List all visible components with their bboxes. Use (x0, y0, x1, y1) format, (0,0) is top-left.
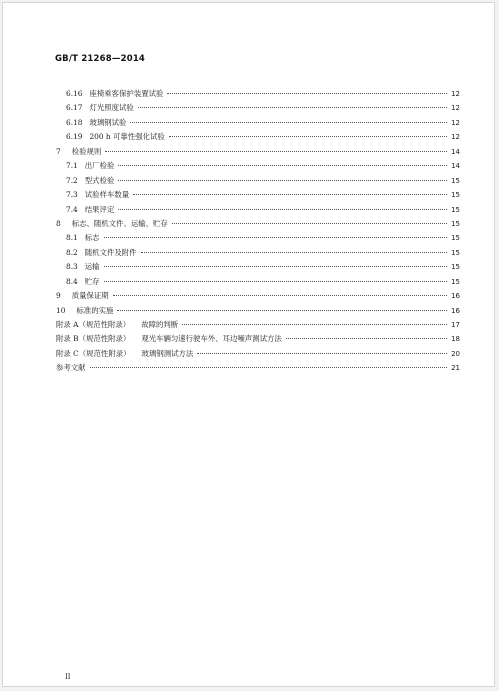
dot-leader (104, 281, 447, 282)
toc-title: 标志 (84, 233, 100, 243)
toc-number: 6.17 (66, 103, 83, 113)
toc-title: 随机文件及附件 (84, 247, 137, 257)
toc-title: 观光车辆匀速行驶车外、耳边噪声测试方法 (141, 334, 282, 344)
toc-number: 8 (56, 218, 61, 228)
toc-title: 出厂检验 (84, 161, 115, 171)
toc-entry[interactable] (56, 159, 460, 173)
toc-entry[interactable] (56, 275, 460, 289)
toc-page: 20 (451, 349, 460, 358)
toc-title: 质量保证期 (71, 291, 109, 301)
dot-leader (182, 324, 447, 325)
toc-number: 7 (56, 146, 61, 156)
toc-page: 15 (451, 277, 460, 286)
toc-entry[interactable] (56, 116, 460, 130)
toc-entry[interactable] (56, 145, 460, 159)
toc-page: 18 (451, 335, 460, 344)
toc-page: 15 (451, 191, 460, 200)
dot-leader (141, 252, 447, 253)
dot-leader (118, 165, 447, 166)
toc-title: 灯光照度试验 (89, 103, 134, 113)
toc-number: 10 (56, 305, 66, 315)
toc-entry[interactable] (56, 217, 460, 231)
toc-number: 7.4 (66, 204, 78, 214)
toc-entry[interactable] (56, 87, 460, 101)
toc-title: 运输 (84, 262, 100, 272)
toc-number: 9 (56, 291, 61, 301)
toc-entry[interactable] (56, 361, 460, 375)
toc-number: 附录 A（规范性附录） (56, 320, 131, 329)
dot-leader (105, 151, 447, 152)
toc-page: 14 (451, 162, 460, 171)
toc-title: 玻璃钢测试方法 (141, 348, 194, 358)
toc-number: 8.1 (66, 233, 78, 243)
toc-entry[interactable] (56, 174, 460, 188)
toc-number: 7.2 (66, 175, 78, 185)
toc-page: 16 (451, 306, 460, 315)
toc-number: 附录 C（规范性附录） (56, 348, 131, 358)
standard-code: GB/T 21268—2014 (55, 54, 146, 64)
dot-leader (104, 237, 447, 238)
dot-leader (104, 266, 447, 267)
toc-entry[interactable] (56, 203, 460, 217)
toc-page: 16 (451, 292, 460, 301)
toc-page: 15 (451, 219, 460, 228)
toc-number: 8.4 (66, 276, 78, 286)
dot-leader (113, 295, 447, 296)
toc-number: 7.3 (66, 190, 78, 200)
toc-number: 8.3 (66, 262, 78, 272)
dot-leader (197, 353, 447, 354)
toc-number: 6.16 (66, 89, 83, 98)
toc-title: 贮存 (84, 276, 100, 286)
toc-title: 参考文献 (56, 363, 86, 373)
toc-page: 15 (451, 176, 460, 185)
toc-title: 标准的实施 (76, 305, 114, 315)
toc-page: 12 (451, 104, 460, 113)
toc-number: 6.19 (66, 132, 83, 142)
toc-number: 7.1 (66, 161, 78, 171)
document-page (2, 2, 495, 687)
toc-page: 17 (451, 321, 460, 329)
toc-entry[interactable] (56, 289, 460, 303)
toc-page: 12 (451, 90, 460, 98)
dot-leader (130, 122, 447, 123)
toc-entry[interactable] (56, 231, 460, 245)
dot-leader (118, 180, 447, 181)
dot-leader (117, 310, 447, 311)
dot-leader (133, 194, 447, 195)
toc-title: 检验规则 (71, 146, 102, 156)
toc-title: 玻璃钢试验 (89, 117, 127, 127)
dot-leader (167, 93, 447, 94)
toc-page: 15 (451, 205, 460, 214)
toc-page: 15 (451, 263, 460, 272)
page-number: II (65, 673, 71, 681)
toc-number: 8.2 (66, 247, 78, 257)
dot-leader (138, 107, 447, 108)
toc-page: 21 (451, 364, 460, 373)
toc-entry[interactable] (56, 332, 460, 346)
dot-leader (90, 367, 447, 368)
toc-title: 型式检验 (84, 175, 115, 185)
toc-number: 附录 B（规范性附录） (56, 334, 131, 344)
toc-number: 6.18 (66, 117, 83, 127)
toc-page: 12 (451, 118, 460, 127)
toc-entry[interactable] (56, 347, 460, 361)
toc-entry[interactable] (56, 304, 460, 318)
toc-entry[interactable] (56, 260, 460, 274)
toc-page: 12 (451, 133, 460, 142)
toc-title: 座椅乘客保护装置试验 (89, 89, 164, 98)
toc-title: 结果评定 (84, 204, 115, 214)
dot-leader (169, 136, 447, 137)
toc-page: 15 (451, 234, 460, 243)
dot-leader (172, 223, 447, 224)
table-of-contents (56, 87, 460, 376)
toc-title: 试验样车数量 (84, 190, 130, 200)
toc-page: 14 (451, 147, 460, 156)
toc-entry[interactable] (56, 130, 460, 144)
toc-entry[interactable] (56, 318, 460, 332)
toc-page: 15 (451, 248, 460, 257)
dot-leader (118, 209, 447, 210)
toc-entry[interactable] (56, 188, 460, 202)
dot-leader (286, 338, 447, 339)
toc-title: 标志、随机文件、运输、贮存 (71, 218, 168, 228)
toc-entry[interactable] (56, 101, 460, 115)
toc-title: 200 h 可靠性强化试验 (89, 132, 165, 142)
toc-title: 故障的判断 (141, 320, 179, 329)
toc-entry[interactable] (56, 246, 460, 260)
